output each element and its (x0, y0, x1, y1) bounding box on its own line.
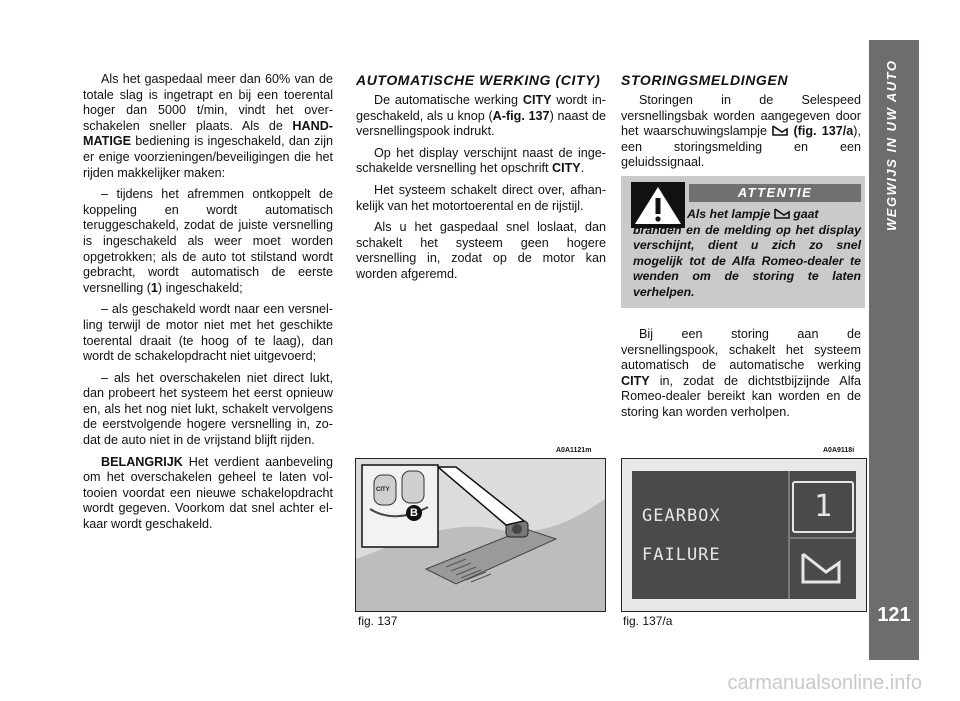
attention-label: ATTENTIE (689, 184, 861, 202)
figure-caption: fig. 137/a (623, 614, 673, 628)
section-heading: STORINGSMELDINGEN (621, 72, 789, 88)
paragraph: De automatische werking CITY wordt ingeschakeld, als u knop (A-fig. 137) naast de versnellingspook indrukt. (356, 93, 606, 139)
column-1 (83, 72, 333, 539)
display-line-1: GEARBOX (642, 506, 721, 526)
column-3-lower (621, 327, 861, 427)
paragraph: Bij een storing aan de versnellingspook, schakelt het systeem automatisch de automatische werking CITY in, zodat de dichtstbijzijnde Alfa Romeo-dealer bereikt kan worden en de storing kan worden verholpen. (621, 327, 861, 419)
paragraph: – als het overschakelen niet direct lukt, dan probeert het systeem het eerst opnieuw en, als het nog niet lukt, schakelt vervolgens de eerstvolgende hogere versnelling in, zodat de auto niet in de vrijstand blijft rijden. (83, 370, 333, 448)
display-line-2: FAILURE (642, 545, 721, 565)
section-title: WEGWIJS IN UW AUTO (884, 60, 899, 232)
column-3 (621, 72, 861, 177)
attention-box (621, 176, 865, 308)
display-divider (788, 471, 790, 599)
figure-137-gear-lever-photo (355, 458, 606, 612)
gearbox-warning-icon (774, 208, 790, 219)
gearbox-warning-icon (772, 125, 788, 136)
paragraph: Storingen in de Selespeed versnellingsbak worden aangegeven door het waarschuwingslampje (fig. 137/a), een storingsmelding en een geluidssignaal. (621, 93, 861, 170)
figure-code: A0A1121m (556, 447, 592, 454)
watermark: carmanualsonline.info (727, 672, 922, 694)
figure-code: A0A9118i (823, 447, 855, 454)
gear-lever-illustration (356, 459, 605, 611)
attention-text: Als het lampje gaat branden en de melding op het display verschijnt, dient u zich zo snel mogelijk tot de Alfa Romeo-dealer te wenden om de storing te laten verhelpen. (633, 207, 861, 299)
page-number: 121 (877, 604, 911, 626)
paragraph: Als het gaspedaal meer dan 60% van de totale slag is ingetrapt en bij een toerental hoger dan 5000 t/min, vindt het overschakelen sneller plaats. Als de HANDMATIGE bediening is ingeschakeld, dan zijn er enige voorzieningen/beveiligingen die het rijden makkelijker maken: (83, 72, 333, 180)
gear-indicator: 1 (792, 481, 854, 533)
callout-b: B (406, 505, 422, 521)
column-2 (356, 72, 606, 289)
instrument-display (632, 471, 856, 599)
paragraph: BELANGRIJK Het verdient aanbeveling om het overschakelen geheel te laten voltooien voordat een nieuwe schakelopdracht wordt gegeven. Voorkom dat snel achter elkaar wordt geschakeld. (83, 454, 333, 532)
section-heading: AUTOMATISCHE WERKING (CITY) (356, 72, 601, 88)
gearbox-warning-icon (800, 551, 842, 585)
figure-caption: fig. 137 (358, 614, 398, 628)
figure-137a-display (621, 458, 867, 612)
paragraph: Op het display verschijnt naast de ingeschakelde versnelling het opschrift CITY. (356, 145, 606, 176)
paragraph: Het systeem schakelt direct over, afhankelijk van het motortoerental en de rijstijl. (356, 182, 606, 213)
paragraph: Als u het gaspedaal snel loslaat, dan schakelt het systeem geen hogere versnelling in, zodat op de motor kan worden afgeremd. (356, 220, 606, 281)
display-divider (788, 537, 856, 539)
city-button-label: CITY (376, 487, 390, 493)
paragraph: – als geschakeld wordt naar een versnelling terwijl de motor niet met het geschikte toerental draait (te hoog of te laag), dan wordt de schakelopdracht niet uitgevoerd; (83, 302, 333, 364)
paragraph: – tijdens het afremmen ontkoppelt de koppeling en wordt automatisch teruggeschakeld, zodat de juiste versnelling is ingeschakeld als weer moet worden opgetrokken; als de auto tot stilstand wordt gebracht, wordt automatisch de eerste versnelling (1) ingeschakeld; (83, 187, 333, 295)
